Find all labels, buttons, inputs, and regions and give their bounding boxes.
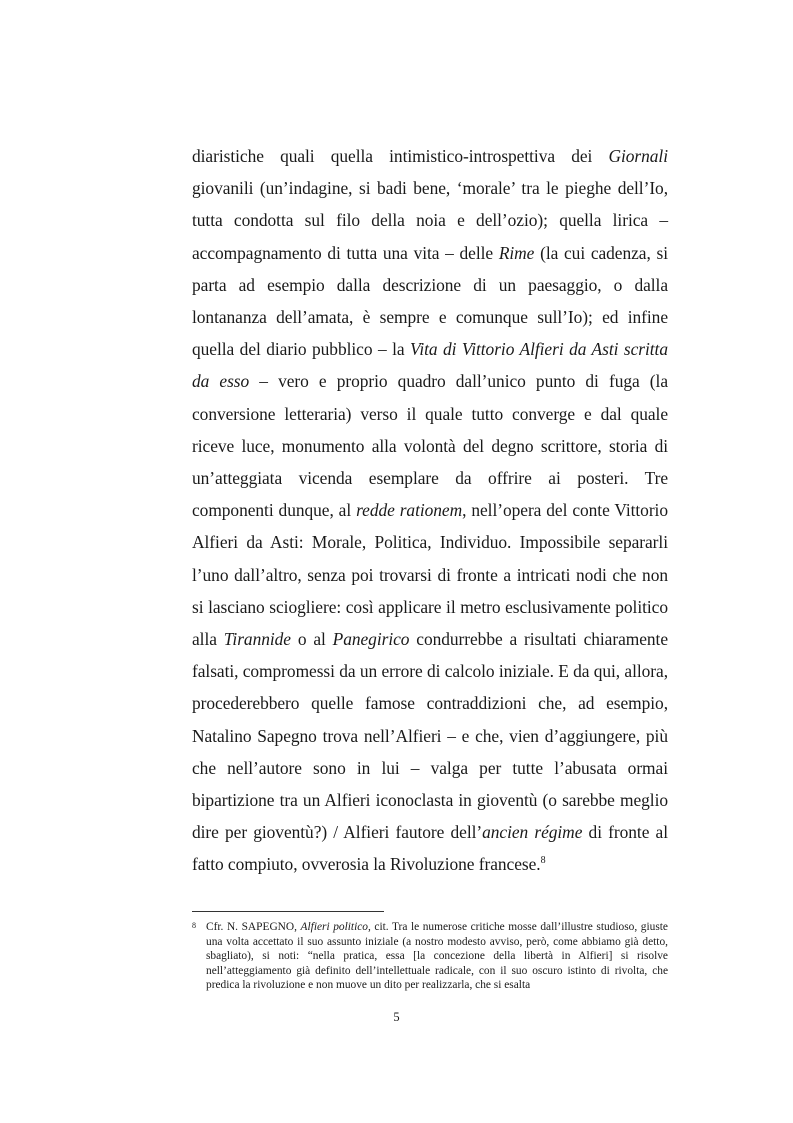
italic-phrase-ancien-regime: ancien régime <box>482 822 583 843</box>
body-text-run: o al <box>290 629 333 650</box>
body-text-run: giovanili (un’indagine, si badi bene, ‘morale’ tra le pieghe dell’Io, tutta condotta sul filo della noia e dell’ozio); quella lirica – accompagnamento di tutta una vita – delle <box>192 178 668 263</box>
body-text-run: – vero e proprio quadro dall’unico punto di fuga (la conversione letteraria) verso il quale tutto converge e dal quale riceve luce, monumento alla volontà del degno scrittore, storia di un’atteggiata vicenda esemplare da offrire ai posteri. Tre componenti dunque, al <box>192 371 668 521</box>
body-paragraph <box>192 140 668 881</box>
body-text-run: diaristiche quali quella intimistico-introspettiva dei <box>192 146 609 166</box>
italic-title-giornali: Giornali <box>608 146 668 166</box>
italic-title-rime: Rime <box>498 242 535 263</box>
footnote-italic-title: Alfieri politico <box>300 921 368 933</box>
body-text-run: condurrebbe a risultati chiaramente falsati, compromessi da un errore di calcolo iniziale. E da qui, allora, procederebbero quelle famose contraddizioni che, ad esempio, Natalino Sapegno trova nell’Alfieri – e che, vien d’aggiungere, più che nell’autore sono in lui – valga per tutte l’abusata ormai bipartizione tra un Alfieri iconoclasta in gioventù (o sarebbe meglio dire per gioventù?) / Alfieri fautore dell’ <box>192 629 668 843</box>
footnote-reference[interactable]: 8 <box>540 855 546 867</box>
footnote-separator <box>192 911 384 912</box>
italic-title-panegirico: Panegirico <box>332 629 410 650</box>
body-text-run: di fronte al fatto compiuto, ovverosia la Rivoluzione francese. <box>192 822 668 875</box>
footnote <box>192 919 668 993</box>
footnote-text-run: , cit. Tra le numerose critiche mosse dall’illustre studioso, giuste una volta accettato il suo assunto iniziale (a nostro modesto avviso, però, come abbiamo già detto, sbagliato), si noti: “nella pratica, essa [la concezione della libertà in Alfieri] si risolve nell’atteggiamento già definito dell’intellettuale radicale, con il suo oscuro istinto di rivolta, che predica la rivoluzione e non muove un dito per realizzarla, che si esalta <box>206 921 668 992</box>
footnote-mark: 8 <box>192 921 196 930</box>
body-text-run: , nell’opera del conte Vittorio Alfieri da Asti: Morale, Politica, Individuo. Impossibile separarli l’uno dall’altro, senza poi trovarsi di fronte a intricati nodi che non si lasciano sciogliere: così applicare il metro esclusivamente politico alla <box>192 500 668 650</box>
footnote-text-run: Cfr. N. SAPEGNO, <box>206 921 301 933</box>
page-number: 5 <box>393 1010 400 1024</box>
italic-title-vita: Vita di Vittorio Alfieri da Asti scritta da esso <box>192 339 668 392</box>
italic-title-tirannide: Tirannide <box>223 629 291 650</box>
italic-phrase-redde-rationem: redde rationem <box>356 500 463 521</box>
body-text-run: (la cui cadenza, si parta ad esempio dalla descrizione di un paesaggio, o dalla lontananza dell’amata, è sempre e comunque sull’Io); ed infine quella del diario pubblico – la <box>192 242 668 360</box>
